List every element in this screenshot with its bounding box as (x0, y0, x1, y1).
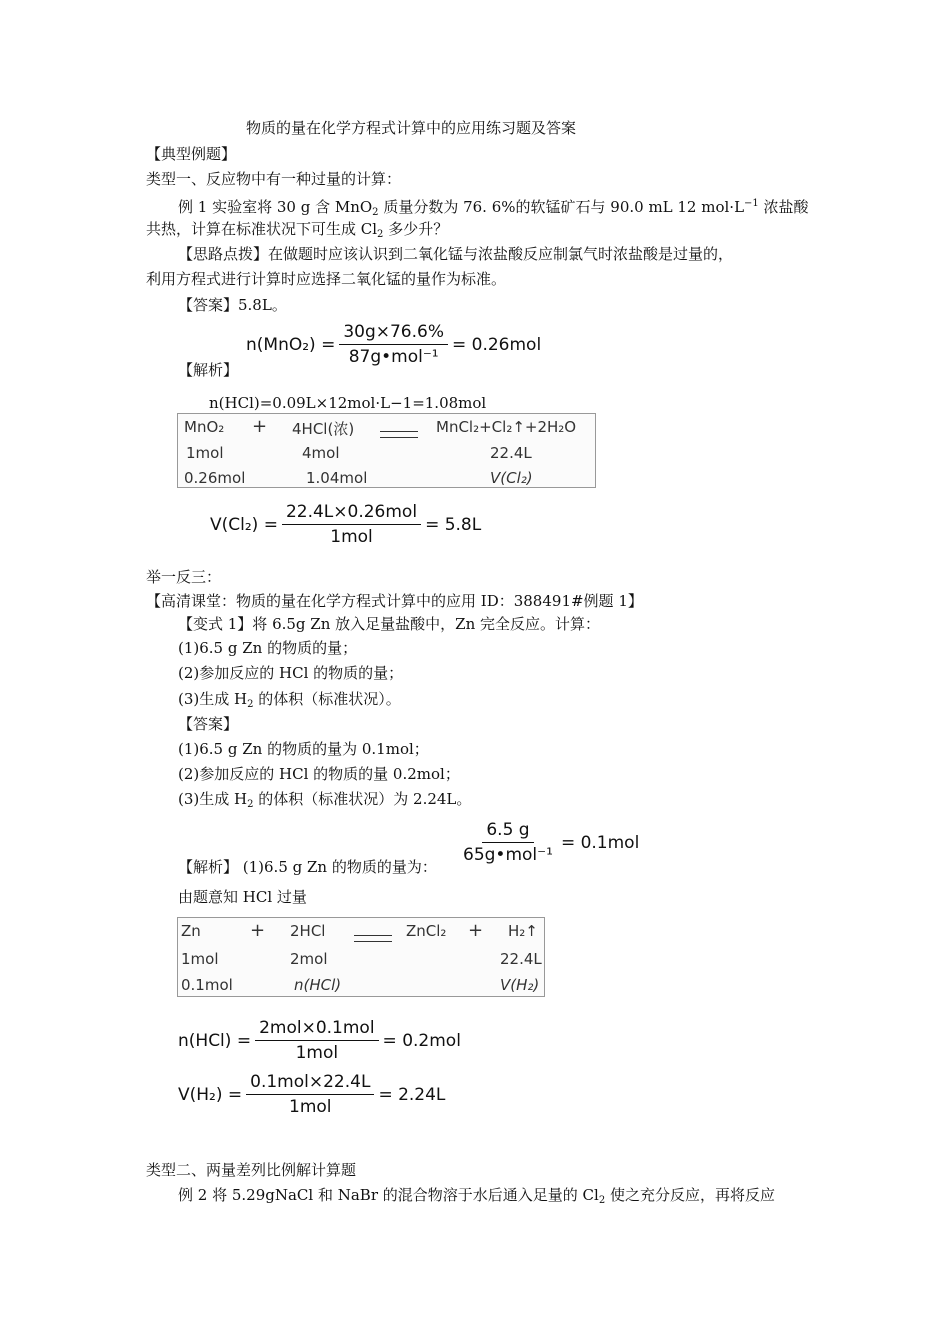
formula-numerator: 6.5 g (482, 820, 533, 843)
formula-denominator: 87g•mol⁻¹ (348, 347, 439, 367)
equals-sign (380, 424, 418, 442)
formula-numerator: 2mol×0.1mol (255, 1018, 378, 1041)
formula-lhs: V(Cl₂) = (210, 514, 278, 535)
formula-denominator: 65g•mol⁻¹ (463, 845, 553, 865)
equals-sign (354, 928, 392, 946)
variant1-question: 【变式 1】将 6.5g Zn 放入足量盐酸中，Zn 完全反应。计算： (178, 615, 601, 633)
variant1-a3: (3)生成 $H_2$ 的体积（标准状况）为 2.24L。 (178, 790, 472, 810)
formula-rhs: = 5.8L (425, 514, 482, 535)
table-cell: + (252, 416, 268, 437)
example2-line1: 例 2 将 5.29gNaCl 和 NaBr 的混合物溶于水后通入足量的 $Cl_2$ 使之充分反应，再将反应 (178, 1186, 775, 1206)
reaction-table-2 (177, 917, 545, 997)
formula-numerator: 30g×76.6% (339, 322, 448, 345)
table-cell: 4mol (302, 444, 340, 462)
formula-n-mno2 (246, 322, 541, 367)
hint-line2: 利用方程式进行计算时应选择二氧化锰的量作为标准。 (146, 270, 507, 288)
table-cell: + (250, 920, 266, 941)
table-cell: n(HCl) (294, 976, 342, 994)
reaction-table-1 (177, 413, 596, 488)
table-cell: ZnCl₂ (406, 922, 447, 940)
formula-rhs: = 2.24L (378, 1084, 446, 1105)
formula-rhs: = 0.1mol (560, 832, 640, 853)
formula-lhs: V(H₂) = (178, 1084, 243, 1105)
table-cell: 2HCl (290, 922, 326, 940)
variant1-q3: (3)生成 $H_2$ 的体积（标准状况）。 (178, 690, 401, 710)
table-cell: V(H₂) (500, 976, 540, 994)
page-title: 物质的量在化学方程式计算中的应用练习题及答案 (246, 119, 577, 137)
formula-n-zn (455, 820, 639, 865)
hint-line1: 【思路点拨】在做题时应该认识到二氧化锰与浓盐酸反应制氯气时浓盐酸是过量的， (178, 245, 734, 263)
type1-heading: 类型一、反应物中有一种过量的计算： (146, 170, 402, 188)
table-cell: MnO₂ (184, 418, 225, 436)
table-cell: 4HCl(浓) (292, 420, 355, 438)
formula-numerator: 22.4L×0.26mol (282, 502, 421, 525)
table-cell: Zn (181, 922, 201, 940)
table-cell: 2mol (290, 950, 328, 968)
formula-denominator: 1mol (295, 1043, 339, 1063)
table-cell: 0.26mol (184, 469, 246, 487)
table-cell: 1mol (181, 950, 219, 968)
formula-v-cl2 (210, 502, 481, 547)
table-cell: 0.1mol (181, 976, 233, 994)
formula-lhs: n(HCl) = (178, 1030, 252, 1051)
drill-reference: 【高清课堂：物质的量在化学方程式计算中的应用 ID：388491#例题 1】 (146, 592, 643, 610)
table-cell: 22.4L (500, 950, 542, 968)
formula-rhs: = 0.2mol (382, 1030, 461, 1051)
formula-lhs: n(MnO₂) = (246, 334, 336, 355)
formula-denominator: 1mol (330, 527, 373, 547)
variant1-q2: (2)参加反应的 HCl 的物质的量； (178, 664, 404, 682)
table-cell: 1.04mol (306, 469, 368, 487)
analysis-label: 【解析】 (178, 361, 239, 379)
type2-heading: 类型二、两量差列比例解计算题 (146, 1161, 357, 1179)
variant1-analysis: 【解析】 (1)6.5 g Zn 的物质的量为： (178, 858, 437, 876)
formula-rhs: = 0.26mol (452, 334, 542, 355)
table-cell: 22.4L (490, 444, 532, 462)
formula-numerator: 0.1mol×22.4L (246, 1072, 374, 1095)
variant1-a2: (2)参加反应的 HCl 的物质的量 0.2mol； (178, 765, 460, 783)
example1-line1: 例 1 实验室将 30 g 含 MnO$_2$ 质量分数为 76. 6%的软锰矿石与 90.0 mL 12 $mol\cdot L^{-1}$ 浓盐酸 (178, 198, 809, 218)
variant1-a1: (1)6.5 g Zn 的物质的量为 0.1mol； (178, 740, 429, 758)
variant1-q1: (1)6.5 g Zn 的物质的量； (178, 639, 358, 657)
table-cell: H₂↑ (508, 922, 538, 940)
section-heading: 【典型例题】 (146, 145, 237, 163)
table-cell: + (468, 920, 484, 941)
table-cell: V(Cl₂) (490, 469, 533, 487)
excess-statement: 由题意知 HCl 过量 (178, 888, 307, 906)
hcl-amount-line: n(HCl)=0.09L×12mol·L−1=1.08mol (209, 394, 487, 412)
formula-n-hcl (178, 1018, 461, 1063)
table-cell: 1mol (186, 444, 224, 462)
answer-line: 【答案】5.8L。 (178, 296, 287, 314)
variant1-answer-label: 【答案】 (178, 715, 239, 733)
formula-v-h2 (178, 1072, 445, 1117)
formula-denominator: 1mol (289, 1097, 332, 1117)
table-cell: MnCl₂+Cl₂↑+2H₂O (436, 418, 577, 436)
drill-heading: 举一反三： (146, 568, 222, 586)
example1-line2: 共热，计算在标准状况下可生成 $Cl_2$ 多少升？ (146, 220, 449, 240)
